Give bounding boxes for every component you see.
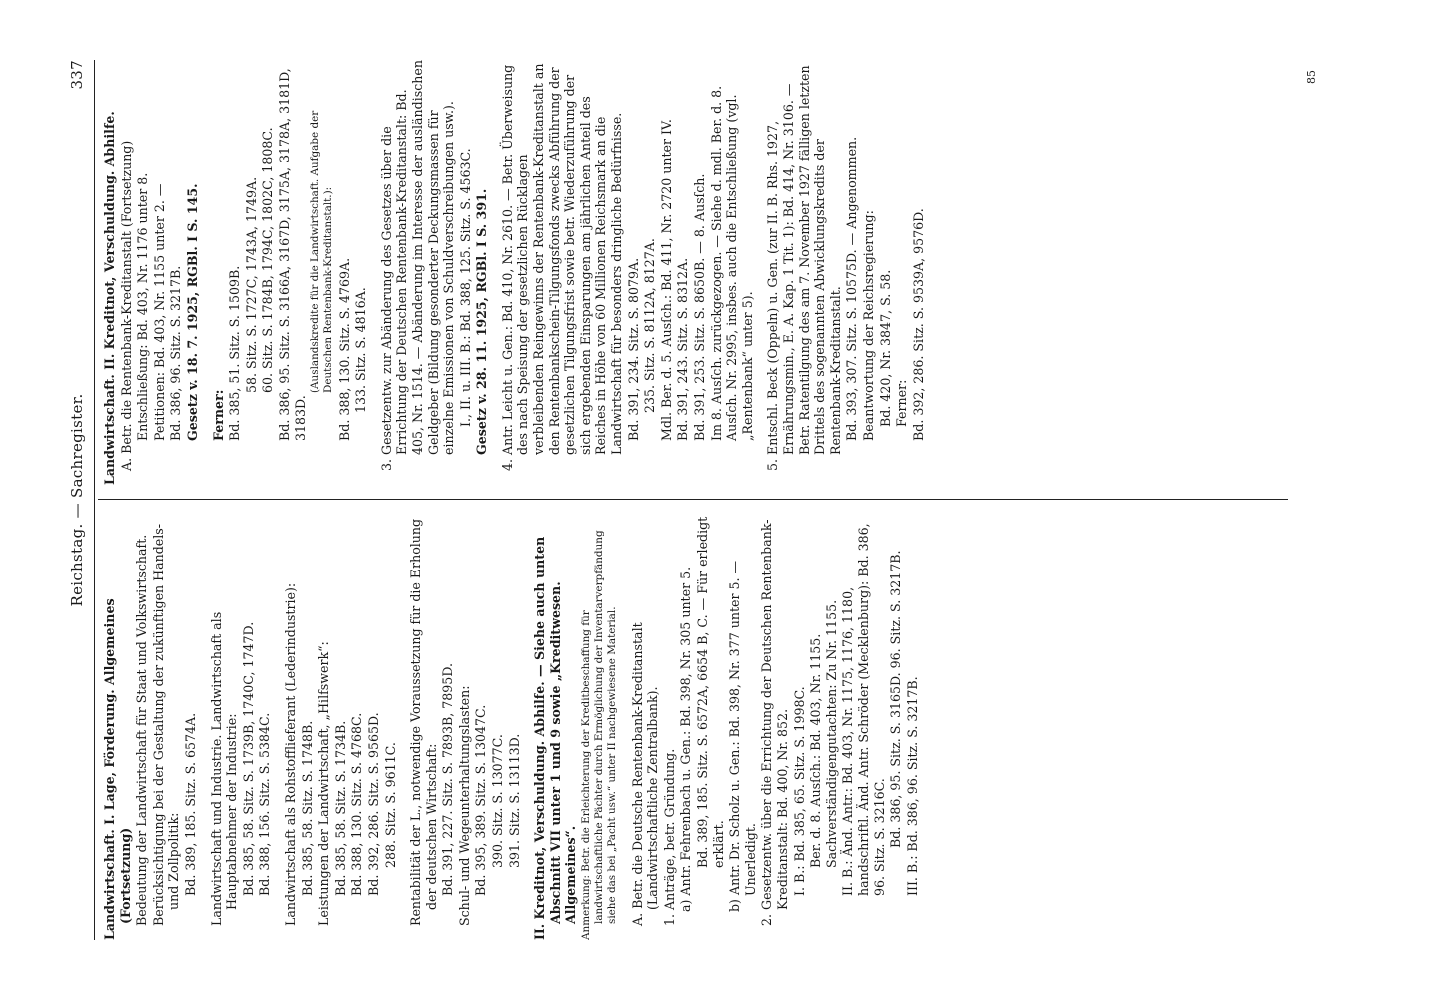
register-entry: A. Betr. die Deutsche Rentenbank-Kreditanstalt (Landwirtschaftliche Zentralbank).: [629, 622, 661, 926]
register-entry: Bedeutung der Landwirtschaft für Staat und Volkswirtschaft.: [134, 534, 150, 926]
register-entry: Leistungen der Landwirtschaft, „Hilfswerk“:: [316, 641, 332, 926]
register-entry: 4. Antr. Leicht u. Gen.: Bd. 410, Nr. 2610. — Betr. Überweisung des nach Speisung der gesetzlichen Rücklagen verbleibenden Reingewinns der Rentenbank-Kreditanstalt an den Rentenbankschein-Tilgungsfonds zwecks Abführung der gesetzlichen Tilgungsfrist sowie betr. Wiederzuführung der sich ergebenden Einsparungen am jährlichen Anteil des Reiches in Höhe von 60 Millionen Reichsmark an die Landwirtschaft für besonders dringliche Bedürfnisse.: [499, 63, 625, 471]
register-entry: Mdl. Ber. d. 5. Ausſch.: Bd. 411, Nr. 2720 unter IV.: [658, 119, 674, 441]
spacer: [621, 515, 629, 940]
register-entry: Landwirtschaft als Rohstofflieferant (Lederindustrie):: [282, 582, 298, 926]
register-entry: Schul- und Wegeunterhaltungslasten:: [456, 685, 472, 926]
register-entry: 5. Entschl. Beck (Oppeln) u. Gen. (zur II. B. Rhs. 1927, Ernährungsmin., E. A. Kap. 1 Tit. 1): Bd. 414, Nr. 3106. — Betr. Ratentilgung des am 7. November 1927 fälligen letzten Drittels des sogenannten Abwicklungskredits der Rentenbank-Kreditanstalt.: [765, 65, 843, 471]
register-entry: 391. Sitz. S. 13113D.: [506, 733, 522, 868]
header-rule: [94, 60, 95, 940]
spacer: [756, 60, 764, 485]
spacer: [491, 60, 499, 485]
register-entry: Rentabilität der L., notwendige Voraussetzung für die Erholung der deutschen Wirtschaft:: [408, 518, 439, 926]
register-entry: Bd. 386, 95. Sitz. S. 3166A, 3167D, 3175A, 3178A, 3181D, 3183D.: [276, 68, 308, 441]
document-sheet: [68, 60, 1319, 940]
register-entry: a) Antr. Fehrenbach u. Gen.: Bd. 398, Nr. 305 unter 5.: [678, 566, 694, 912]
register-entry: 3. Gesetzentw. zur Abänderung des Gesetzes über die Errichtung der Deutschen Rentenbank-Kreditanstalt: Bd. 405, Nr. 1514. — Abänderung im Interesse der ausländischen Geldgeber (Bildung gesonderter Deckungsmassen für einzelne Emissionen von Schuldverschreibungen usw.).: [378, 60, 457, 471]
register-entry: Bd. 386, 96. Sitz. S. 3217B.: [168, 265, 184, 441]
spacer: [200, 515, 208, 940]
page-title: Reichstag. — Sachregister.: [68, 393, 86, 607]
register-entry: Bd. 391, 227. Sitz. S. 7893B, 7895D.: [440, 663, 456, 896]
register-entry: A. Betr. die Rentenbank-Kreditanstalt (Fortsetzung): [118, 140, 134, 471]
column-divider: [98, 499, 1288, 500]
register-entry: Landwirtschaft. I. Lage, Förderung. Allgemeines (Fortsetzung): [102, 598, 133, 940]
register-entry: I. B.: Bd. 385, 65. Sitz. S. 1998C.: [791, 686, 807, 896]
register-entry: 390. Sitz. S. 13077C.: [490, 734, 506, 868]
register-entry: Ferner:: [894, 379, 910, 427]
spacer: [274, 515, 282, 940]
register-entry: III. B.: Bd. 386, 96. Sitz. S. 3217B.: [904, 676, 920, 896]
register-entry: Entschließung: Bd. 403, Nr. 1176 unter 8.: [135, 172, 151, 441]
register-entry: Bd. 393, 307. Sitz. S. 10575D. — Angenommen.: [844, 136, 860, 441]
register-entry: Bd. 391, 243. Sitz. S. 8312A.: [675, 257, 691, 441]
register-entry: 133. Sitz. S. 4816A.: [353, 287, 369, 413]
register-entry: Bd. 388, 130. Sitz. S. 4768C.: [349, 712, 365, 896]
register-entry: I., II. u. III. B.: Bd. 388, 125. Sitz. S. 4563C.: [457, 148, 473, 427]
register-entry: Gesetz v. 18. 7. 1925, RGBl. I S. 145.: [184, 183, 200, 441]
register-entry: Bd. 420, Nr. 3847, S. 58.: [877, 269, 893, 427]
register-entry: Beantwortung der Reichsregierung:: [860, 210, 876, 441]
register-entry: Bd. 391, 253. Sitz. S. 8650B. — 8. Ausſch.: [692, 173, 707, 441]
register-entry: 235. Sitz. S. 8112A, 8127A.: [642, 238, 658, 413]
page-footer-mark: 85: [1305, 70, 1319, 84]
register-entry: Ber. d. 8. Ausſch.: Bd. 403, Nr. 1155. Sachverständigengutachten: Zu Nr. 1155.: [808, 599, 839, 868]
register-entry: Bd. 385, 58. Sitz. S. 1748B.: [299, 720, 315, 896]
register-entry: Bd. 391, 234. Sitz. S. 8079A.: [625, 257, 641, 441]
spacer: [399, 515, 407, 940]
register-entry: Landwirtschaft und Industrie. Landwirtschaft als Hauptabnehmer der Industrie:: [208, 611, 240, 926]
spacer: [523, 515, 531, 940]
running-head: [70, 60, 92, 940]
register-entry: Im 8. Ausſch. zurückgezogen. — Siehe d. mdl. Ber. d. 8. Ausſch. Nr. 2995, insbes. auch die Entschließung (vgl. „Rentenbank“ unter 5).: [708, 85, 755, 441]
register-entry: Bd. 392, 286. Sitz. S. 9539A, 9576D.: [910, 208, 926, 441]
register-entry: II. B.: Änd. Antr.: Bd. 403, Nr. 1175, 1176, 1180, handschriftl. Änd. Antr. Schröder (Mecklenburg): Bd. 386, 96. Sitz. S. 3216C.: [840, 523, 887, 896]
register-entry: Petitionen: Bd. 403, Nr. 1155 unter 2. —: [151, 183, 167, 441]
register-entry: (Auslandskredite für die Landwirtschaft. Aufgabe der Deutschen Rentenbank-Kreditanstalt.):: [309, 110, 335, 393]
register-entry: Bd. 385, 58. Sitz. S. 1734B.: [332, 720, 348, 896]
register-entry: 58. Sitz. S. 1727C, 1743A, 1749A.: [243, 176, 259, 393]
register-entry: Bd. 392, 286. Sitz. S. 9565D.: [365, 712, 381, 896]
register-entry: Gesetz v. 28. 11. 1925, RGBl. I S. 391.: [474, 188, 490, 455]
page-number: 337: [68, 60, 86, 90]
spacer: [202, 60, 210, 485]
register-entry: Ferner:: [210, 389, 226, 441]
register-entry: Bd. 386, 95. Sitz. S. 3165D. 96. Sitz. S. 3217B.: [888, 550, 904, 848]
register-entry: Bd. 389, 185. Sitz. S. 6574A.: [182, 712, 198, 896]
register-entry: Bd. 388, 156. Sitz. S. 5384C.: [257, 712, 273, 896]
register-entry: Bd. 385, 58. Sitz. S. 1739B, 1740C, 1747D.: [240, 621, 256, 896]
register-entry: b) Antr. Dr. Scholz u. Gen.: Bd. 398, Nr. 377 unter 5. — Unerledigt.: [727, 560, 758, 912]
register-entry: Landwirtschaft. II. Kreditnot, Verschuldung. Abhilfe.: [102, 111, 117, 485]
register-entry: Bd. 389, 185. Sitz. S. 6572A, 6654 B, C. — Für erledigt erklärt.: [695, 516, 726, 868]
register-entry: Anmerkung: Betr. die Erleichterung der Kreditbeschaffung für landwirtschaftliche Pächter durch Ermöglichung der Inventarverpfändung siehe das bei „Pacht usw.“ unter II nachgewiesene Material.: [580, 530, 619, 940]
register-entry: Bd. 395, 389. Sitz. S. 13047C.: [473, 704, 489, 896]
register-entry: Bd. 388, 130. Sitz. S. 4769A.: [336, 257, 352, 441]
left-column: [102, 515, 1292, 940]
register-entry: Berücksichtigung bei der Gestaltung der zukünftigen Handels- und Zollpolitik:: [150, 524, 182, 926]
register-entry: 288. Sitz. S. 9611C.: [382, 742, 398, 868]
register-entry: Bd. 385, 51. Sitz. S. 1509B.: [227, 265, 243, 441]
register-entry: 1. Anträge, betr. Gründung.: [661, 748, 677, 926]
register-entry: II. Kreditnot, Verschuldung. Abhilfe. — Siehe auch unten Abschnitt VII unter 1 und 9 sowie „Kreditwesen. Allgemeines“.: [532, 536, 579, 940]
register-entry: 2. Gesetzentw. über die Errichtung der Deutschen Rentenbank-Kreditanstalt: Bd. 400, Nr. 852.: [759, 519, 790, 926]
right-column: [102, 60, 1292, 485]
spacer: [370, 60, 378, 485]
register-entry: 60. Sitz. S. 1784B, 1794C, 1802C, 1808C.: [260, 127, 276, 393]
